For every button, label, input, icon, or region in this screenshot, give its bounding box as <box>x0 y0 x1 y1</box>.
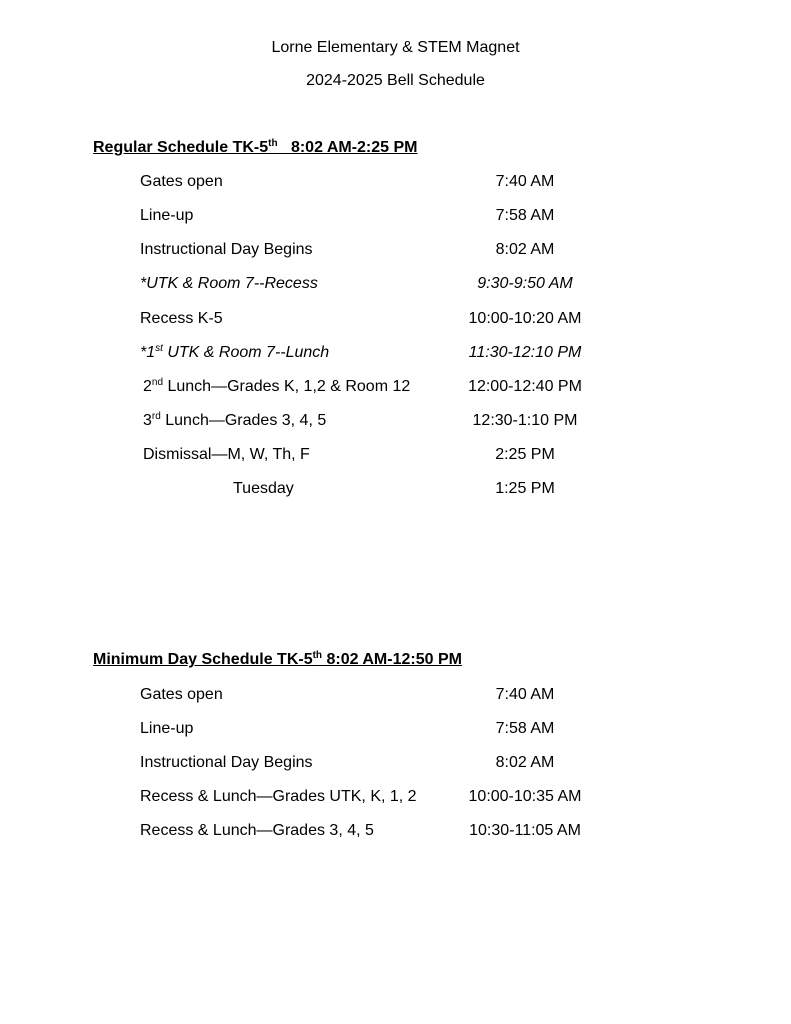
row-label-post: UTK & Room 7--Lunch <box>162 344 330 361</box>
regular-heading-sup: th <box>268 138 278 149</box>
row-label: Gates open <box>140 173 223 190</box>
row-label-pre: 2 <box>143 378 152 395</box>
row-time: 7:58 AM <box>495 720 555 737</box>
row-label: Gates open <box>140 686 223 703</box>
row-label-post: Lunch—Grades 3, 4, 5 <box>160 412 327 429</box>
regular-heading-suffix: 8:02 AM-2:25 PM <box>277 139 418 156</box>
regular-heading-prefix: Regular Schedule TK-5 <box>93 139 269 156</box>
school-name: Lorne Elementary & STEM Magnet <box>271 39 520 56</box>
row-label: Line-up <box>140 720 194 737</box>
row-time: 7:40 AM <box>495 173 555 190</box>
row-time: 12:00-12:40 PM <box>468 378 582 395</box>
row-time: 8:02 AM <box>495 241 555 258</box>
row-time: 1:25 PM <box>495 480 555 497</box>
schedule-row <box>0 820 791 842</box>
schedule-title: 2024-2025 Bell Schedule <box>306 72 485 89</box>
schedule-row <box>0 478 791 500</box>
minimum-heading-sup: th <box>312 650 323 661</box>
regular-schedule-heading <box>93 138 418 158</box>
schedule-row <box>0 239 791 261</box>
row-time: 10:00-10:35 AM <box>468 788 582 805</box>
minimum-heading-prefix: Minimum Day Schedule TK-5 <box>93 651 313 668</box>
row-label: Instructional Day Begins <box>140 754 313 771</box>
row-label-sup: rd <box>151 411 161 422</box>
schedule-row <box>0 684 791 706</box>
row-time: 7:40 AM <box>495 686 555 703</box>
schedule-row <box>0 718 791 740</box>
schedule-row <box>0 376 791 398</box>
row-time: 10:00-10:20 AM <box>468 310 582 327</box>
schedule-row <box>0 171 791 193</box>
schedule-row <box>0 205 791 227</box>
minimum-heading-suffix: 8:02 AM-12:50 PM <box>322 651 462 668</box>
row-time: 8:02 AM <box>495 754 555 771</box>
row-time: 10:30-11:05 AM <box>469 822 581 839</box>
row-label: Dismissal—M, W, Th, F <box>143 446 310 463</box>
row-label <box>143 376 410 398</box>
schedule-row <box>0 342 791 364</box>
minimum-schedule-heading <box>93 650 462 670</box>
schedule-row <box>0 308 791 330</box>
row-time: 2:25 PM <box>495 446 555 463</box>
row-label: Tuesday <box>233 480 294 497</box>
row-label: *UTK & Room 7--Recess <box>140 275 318 292</box>
row-label: Recess & Lunch—Grades UTK, K, 1, 2 <box>140 788 417 805</box>
row-label <box>143 410 326 432</box>
row-label-post: Lunch—Grades K, 1,2 & Room 12 <box>163 378 411 395</box>
row-label-sup: nd <box>151 377 164 388</box>
row-label: Recess & Lunch—Grades 3, 4, 5 <box>140 822 374 839</box>
row-time: 9:30-9:50 AM <box>477 275 573 292</box>
row-label <box>140 342 329 364</box>
row-time: 12:30-1:10 PM <box>472 412 578 429</box>
row-label-sup: st <box>155 343 163 354</box>
schedule-row <box>0 444 791 466</box>
row-time: 11:30-12:10 PM <box>468 344 582 361</box>
schedule-row <box>0 410 791 432</box>
row-label: Instructional Day Begins <box>140 241 313 258</box>
schedule-row <box>0 752 791 774</box>
row-label-pre: 3 <box>143 412 152 429</box>
row-label: Recess K-5 <box>140 310 223 327</box>
row-time: 7:58 AM <box>495 207 555 224</box>
schedule-row <box>0 273 791 295</box>
row-label-pre: *1 <box>140 344 156 361</box>
row-label: Line-up <box>140 207 194 224</box>
schedule-row <box>0 786 791 808</box>
